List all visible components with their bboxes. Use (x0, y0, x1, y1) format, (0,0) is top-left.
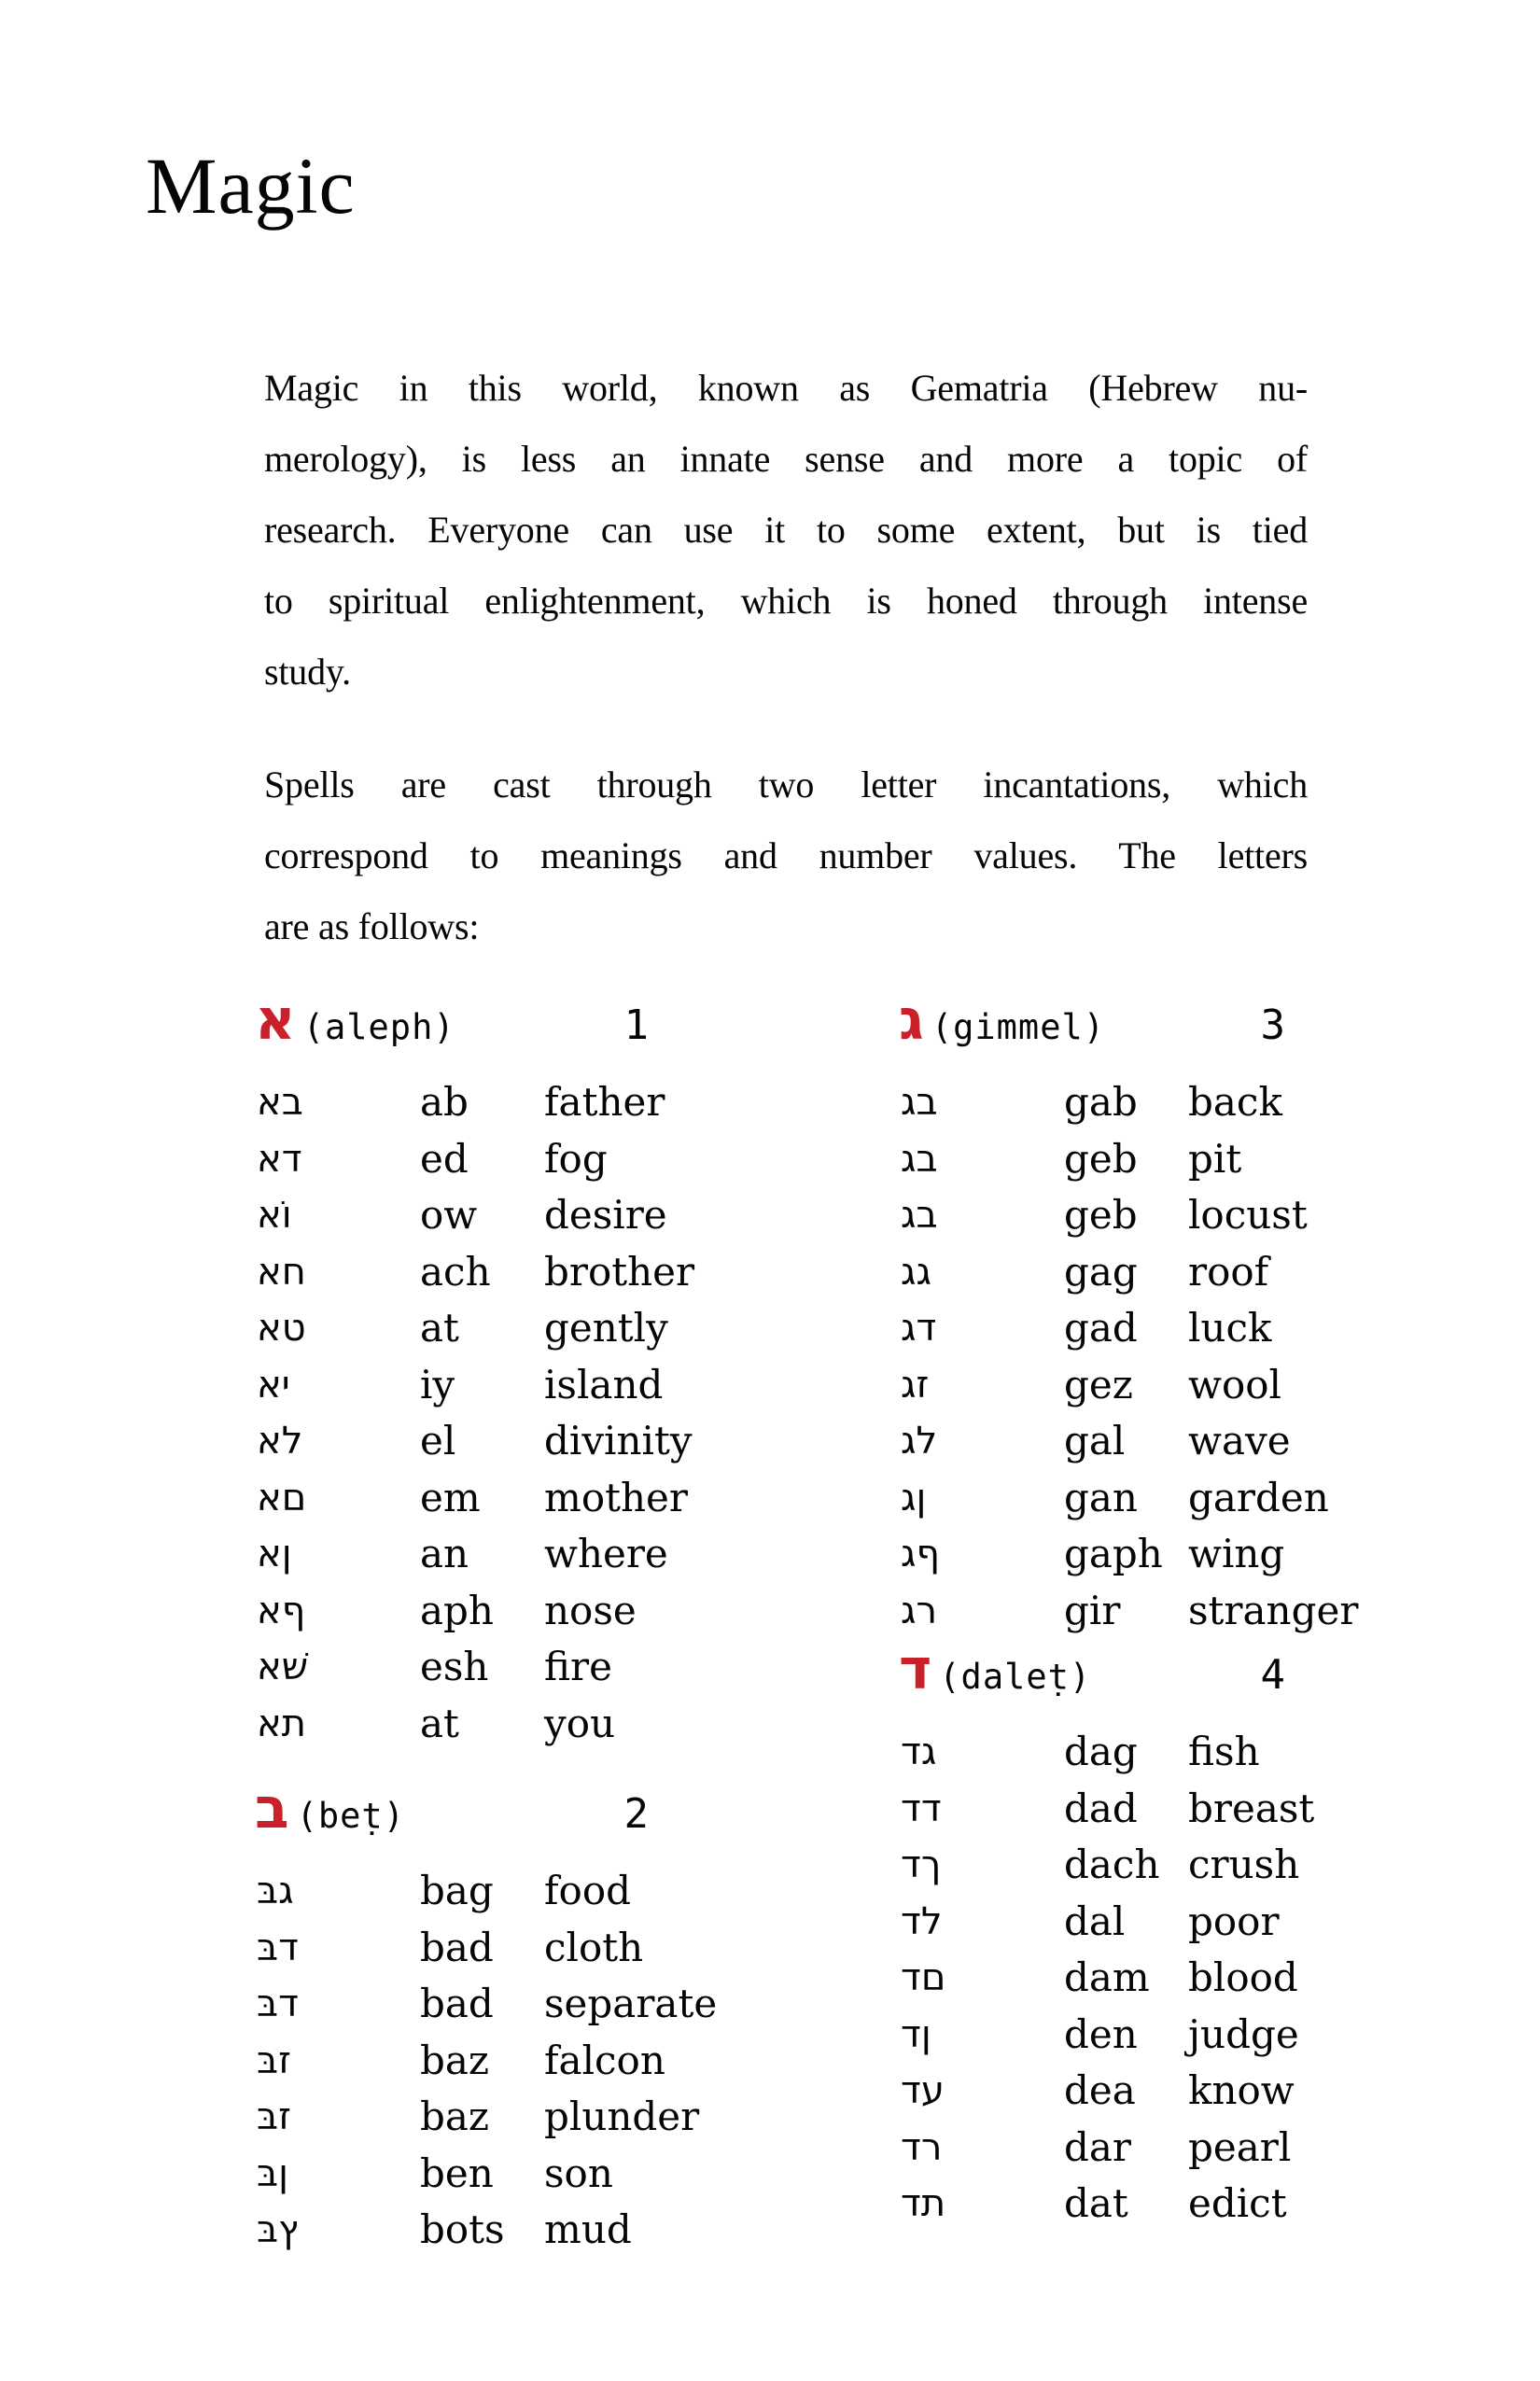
hebrew-word: אי (257, 1363, 290, 1407)
table-row (255, 1863, 658, 1920)
table-row (255, 1187, 667, 1244)
meaning: mother (544, 1474, 688, 1520)
hebrew-word: דן (901, 2012, 931, 2056)
hebrew-word: אב (257, 1081, 303, 1124)
transliteration: baz (420, 2037, 490, 2083)
table-row (255, 2146, 658, 2203)
table-row (255, 1526, 668, 1583)
paragraph-line: Spells are cast through two letter incantations, which (264, 763, 1308, 805)
paragraph-line: Magic in this world, known as Gematria (Hebrew nu- (264, 367, 1308, 409)
transliteration: dal (1064, 1898, 1126, 1944)
transliteration: dad (1064, 1785, 1138, 1831)
table-row (255, 1413, 693, 1470)
paragraph-lines (264, 749, 1308, 891)
transliteration: bag (420, 1868, 494, 1913)
meaning: edict (1188, 2180, 1287, 2226)
transliteration: gir (1064, 1587, 1121, 1633)
table-row (255, 1639, 658, 1696)
paragraph-line: study. (264, 651, 351, 693)
table-row (899, 1357, 1295, 1414)
letter-value: 1 (623, 1001, 649, 1049)
hebrew-word: אם (257, 1476, 307, 1520)
letter-value: 4 (1260, 1651, 1285, 1699)
meaning: mud (544, 2206, 632, 2252)
hebrew-letter: ב (255, 1776, 289, 1842)
meaning: poor (1188, 1898, 1280, 1944)
hebrew-word: גף (901, 1533, 941, 1576)
hebrew-word: דם (901, 1956, 946, 1999)
paragraph-line: are as follows: (264, 905, 480, 947)
transliteration: gaph (1064, 1531, 1163, 1576)
transliteration: iy (420, 1361, 455, 1408)
meaning: plunder (544, 2094, 700, 2139)
letter-value: 2 (623, 1790, 649, 1838)
table-row (899, 1950, 1298, 2007)
paragraph-line: to spiritual enlightenment, which is honed through intense (264, 580, 1308, 622)
meaning: know (1188, 2067, 1295, 2113)
hebrew-word: גב (901, 1137, 938, 1181)
hebrew-word: גג (901, 1250, 931, 1294)
transliteration: em (420, 1474, 481, 1520)
meaning: separate (544, 1981, 718, 2026)
meaning: pearl (1188, 2123, 1292, 2170)
transliteration: dat (1064, 2180, 1128, 2226)
letter-section-gimmel (899, 987, 1359, 1639)
hebrew-word: בּץ (257, 2208, 299, 2251)
hebrew-word: גל (901, 1420, 938, 1463)
hebrew-word: בּז (257, 2038, 291, 2082)
transliteration: geb (1064, 1135, 1138, 1182)
meaning: wave (1188, 1418, 1291, 1464)
table-row (899, 1894, 1295, 1951)
table-row (899, 1837, 1300, 1894)
hebrew-word: אל (257, 1420, 303, 1463)
hebrew-word: גד (901, 1307, 937, 1350)
transliteration: aph (420, 1587, 494, 1633)
transliteration: at (420, 1305, 459, 1351)
table-row (255, 1074, 665, 1131)
transliteration: geb (1064, 1192, 1138, 1238)
spells-paragraph (264, 749, 1308, 962)
transliteration: an (420, 1531, 469, 1576)
meaning: where (544, 1531, 668, 1576)
table-row (899, 2007, 1299, 2064)
transliteration: gag (1064, 1248, 1138, 1295)
table-row (899, 1470, 1329, 1527)
letter-name: (beṭ) (296, 1796, 405, 1836)
transliteration: bad (420, 1924, 494, 1970)
meaning: wool (1188, 1361, 1281, 1408)
table-row (255, 1976, 718, 2033)
letter-section-bet (255, 1776, 718, 2259)
transliteration: bots (420, 2206, 505, 2252)
letter-table (255, 1074, 695, 1752)
letter-header (899, 987, 1295, 1074)
meaning: breast (1188, 1785, 1315, 1831)
table-row (255, 1470, 688, 1527)
transliteration: gal (1064, 1418, 1126, 1464)
table-row (255, 2202, 658, 2259)
letter-section-aleph (255, 987, 695, 1752)
meaning: father (544, 1079, 665, 1125)
table-row (899, 1413, 1295, 1470)
letter-name: (aleph) (302, 1007, 455, 1047)
table-row (899, 2120, 1295, 2177)
letter-name: (gimmel) (931, 1007, 1106, 1047)
meaning: you (544, 1700, 616, 1746)
meaning: judge (1188, 2010, 1299, 2057)
meaning: fish (1188, 1729, 1260, 1774)
transliteration: ach (420, 1248, 491, 1295)
table-row (255, 1244, 695, 1301)
transliteration: dam (1064, 1954, 1150, 2000)
transliteration: den (1064, 2010, 1138, 2057)
meaning: gently (544, 1305, 668, 1351)
hebrew-word: את (257, 1702, 307, 1745)
meaning: crush (1188, 1842, 1300, 1887)
table-row (255, 2089, 700, 2146)
transliteration: dea (1064, 2067, 1136, 2113)
table-row (899, 1781, 1315, 1838)
transliteration: ed (420, 1135, 469, 1182)
transliteration: ow (420, 1192, 478, 1238)
intro-paragraph (264, 353, 1308, 707)
transliteration: ben (420, 2150, 494, 2196)
meaning: nose (544, 1587, 637, 1633)
meaning: son (544, 2150, 613, 2196)
transliteration: dach (1064, 1842, 1160, 1887)
meaning: back (1188, 1079, 1282, 1125)
meaning: luck (1188, 1305, 1272, 1351)
meaning: cloth (544, 1924, 644, 1970)
meaning: fog (544, 1135, 608, 1182)
hebrew-word: בּן (257, 2151, 289, 2195)
meaning: food (544, 1868, 632, 1913)
hebrew-word: אן (257, 1533, 292, 1576)
meaning: wing (1188, 1531, 1285, 1576)
hebrew-word: בּד (257, 1926, 299, 1969)
meaning: desire (544, 1192, 667, 1238)
letter-header (255, 1776, 658, 1863)
letter-section-dalet (899, 1637, 1315, 2233)
transliteration: ab (420, 1079, 469, 1125)
table-row (255, 1920, 658, 1977)
hebrew-word: אוֹ (257, 1194, 292, 1237)
hebrew-word: אף (257, 1589, 306, 1632)
meaning: locust (1188, 1192, 1308, 1238)
transliteration: gez (1064, 1361, 1133, 1408)
transliteration: gad (1064, 1305, 1138, 1351)
hebrew-word: גב (901, 1081, 938, 1124)
table-row (255, 1300, 668, 1357)
transliteration: esh (420, 1644, 489, 1689)
hebrew-word: דע (901, 2069, 945, 2112)
table-row (899, 2063, 1295, 2120)
transliteration: el (420, 1418, 456, 1464)
hebrew-letter: א (255, 987, 296, 1053)
hebrew-word: דת (901, 2182, 946, 2225)
meaning: brother (544, 1248, 695, 1295)
table-row (899, 1724, 1295, 1781)
paragraph-line: correspond to meanings and number values. The letters (264, 834, 1308, 876)
meaning: falcon (544, 2037, 665, 2083)
meaning: island (544, 1361, 664, 1408)
hebrew-word: גן (901, 1476, 927, 1520)
paragraph-line: merology), is less an innate sense and more a topic of (264, 438, 1308, 480)
hebrew-word: בּז (257, 2095, 291, 2138)
hebrew-word: גר (901, 1589, 938, 1632)
letter-table (255, 1863, 718, 2259)
hebrew-word: בּג (257, 1870, 294, 1912)
table-row (899, 1526, 1295, 1583)
hebrew-word: בּד (257, 1982, 299, 2025)
transliteration: dag (1064, 1729, 1138, 1774)
meaning: blood (1188, 1954, 1298, 2000)
table-row (899, 1131, 1295, 1188)
hebrew-letter: ג (899, 987, 924, 1053)
table-row (899, 1074, 1295, 1131)
transliteration: gab (1064, 1079, 1138, 1125)
meaning: pit (1188, 1135, 1242, 1182)
hebrew-word: גב (901, 1194, 938, 1237)
hebrew-word: דל (901, 1899, 943, 1943)
table-row (899, 2176, 1295, 2233)
table-row (899, 1244, 1295, 1301)
paragraph-line: research. Everyone can use it to some extent, but is tied (264, 509, 1308, 551)
transliteration: baz (420, 2094, 490, 2139)
letter-header (255, 987, 658, 1074)
hebrew-letter: ד (899, 1637, 932, 1702)
letter-header (899, 1637, 1295, 1724)
transliteration: dar (1064, 2123, 1132, 2170)
meaning: divinity (544, 1418, 693, 1464)
hebrew-word: דד (901, 1786, 942, 1830)
table-row (899, 1583, 1359, 1640)
hebrew-word: אד (257, 1137, 302, 1181)
hebrew-word: אשׁ (257, 1646, 309, 1688)
hebrew-word: דג (901, 1730, 937, 1773)
hebrew-word: אט (257, 1307, 306, 1350)
hebrew-word: דר (901, 2125, 943, 2169)
hebrew-word: דך (901, 1843, 942, 1886)
table-row (899, 1300, 1295, 1357)
letter-value: 3 (1260, 1001, 1285, 1049)
transliteration: gan (1064, 1474, 1138, 1520)
table-row (899, 1187, 1308, 1244)
table-row (255, 1131, 658, 1188)
transliteration: bad (420, 1981, 494, 2026)
meaning: roof (1188, 1248, 1269, 1295)
page-title: Magic (146, 141, 356, 231)
hebrew-word: אח (257, 1250, 306, 1294)
paragraph-lines (264, 353, 1308, 637)
table-row (255, 1696, 658, 1753)
meaning: fire (544, 1644, 612, 1689)
letter-name: (daleṭ) (939, 1657, 1092, 1697)
letter-table (899, 1074, 1359, 1639)
table-row (255, 2033, 665, 2090)
hebrew-word: גז (901, 1363, 930, 1407)
table-row (255, 1357, 664, 1414)
meaning: stranger (1188, 1587, 1359, 1633)
table-row (255, 1583, 658, 1640)
letter-table (899, 1724, 1315, 2233)
transliteration: at (420, 1700, 459, 1746)
meaning: garden (1188, 1474, 1329, 1520)
